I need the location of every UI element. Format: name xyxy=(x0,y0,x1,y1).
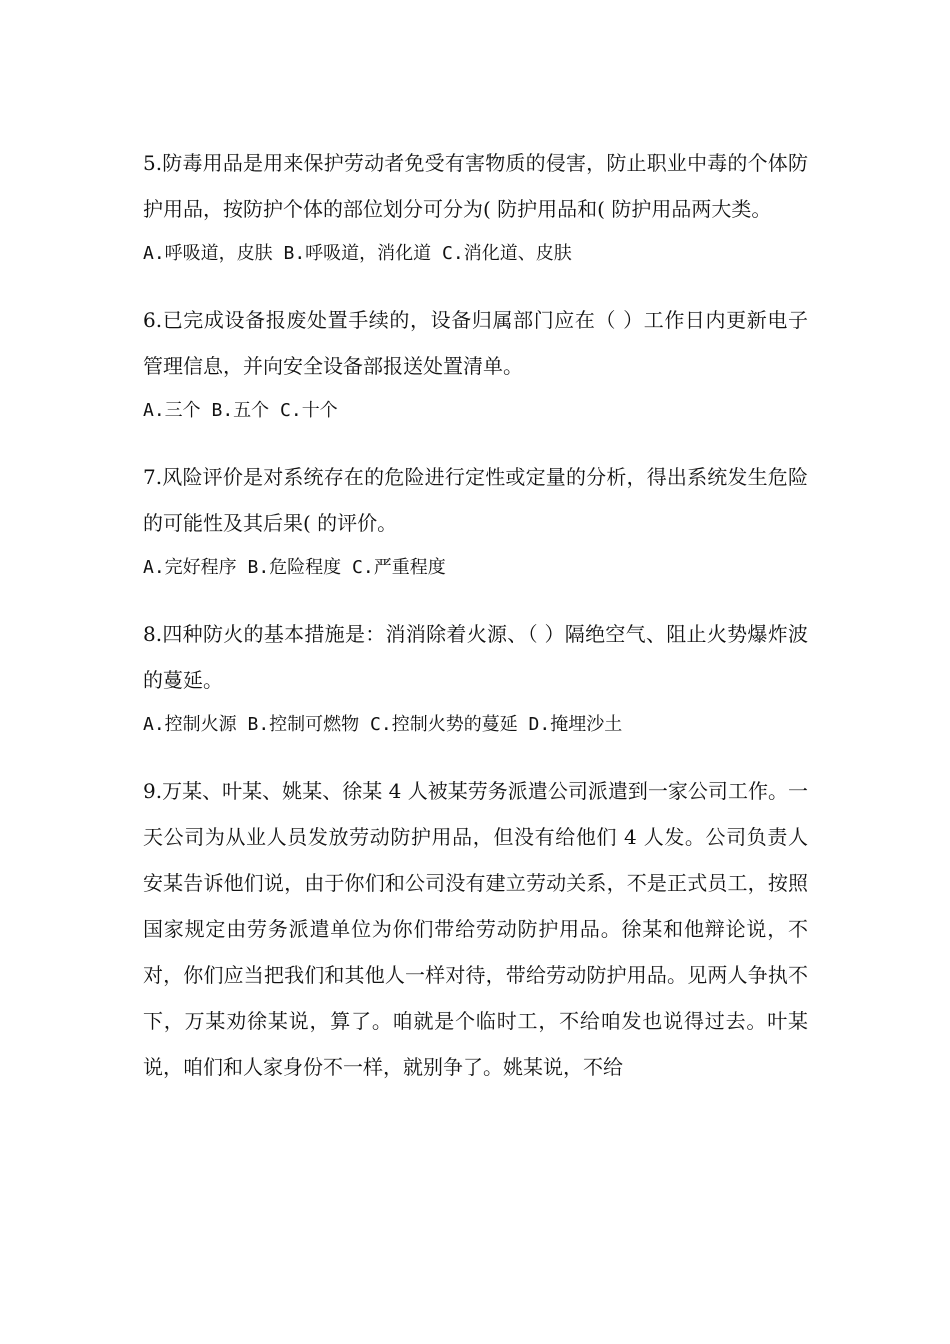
question-list xyxy=(143,140,808,1119)
question-stem: 9.万某、叶某、姚某、徐某 4 人被某劳务派遣公司派遣到一家公司工作。一天公司为从业人员发放劳动防护用品，但没有给他们 4 人发。公司负责人安某告诉他们说，由于你们和公司没有建立劳动关系，不是正式员工，按照国家规定由劳务派遣单位为你们带给劳动防护用品。徐某和他辩论说，不对，你们应当把我们和其他人一样对待，带给劳动防护用品。见两人争执不下，万某劝徐某说，算了。咱就是个临时工，不给咱发也说得过去。叶某说，咱们和人家身份不一样，就别争了。姚某说，不给 xyxy=(143,779,808,1079)
question-5 xyxy=(143,140,808,268)
question-6 xyxy=(143,297,808,425)
question-options: A.三个 B.五个 C.十个 xyxy=(143,400,338,421)
question-stem: 5.防毒用品是用来保护劳动者免受有害物质的侵害，防止职业中毒的个体防护用品，按防护个体的部位划分可分为( 防护用品和( 防护用品两大类。 xyxy=(143,151,808,221)
question-stem: 7.风险评价是对系统存在的危险进行定性或定量的分析，得出系统发生危险的可能性及其后果( 的评价。 xyxy=(143,465,808,535)
question-8 xyxy=(143,611,808,739)
question-options: A.控制火源 B.控制可燃物 C.控制火势的蔓延 D.掩埋沙土 xyxy=(143,714,623,735)
question-stem: 6.已完成设备报废处置手续的，设备归属部门应在（ ）工作日内更新电子管理信息，并向安全设备部报送处置清单。 xyxy=(143,308,808,378)
question-7 xyxy=(143,454,808,582)
question-stem: 8.四种防火的基本措施是：消消除着火源、（ ）隔绝空气、阻止火势爆炸波的蔓延。 xyxy=(143,622,808,692)
question-options: A.呼吸道，皮肤 B.呼吸道，消化道 C.消化道、皮肤 xyxy=(143,243,572,264)
question-options: A.完好程序 B.危险程度 C.严重程度 xyxy=(143,557,446,578)
question-9 xyxy=(143,768,808,1090)
